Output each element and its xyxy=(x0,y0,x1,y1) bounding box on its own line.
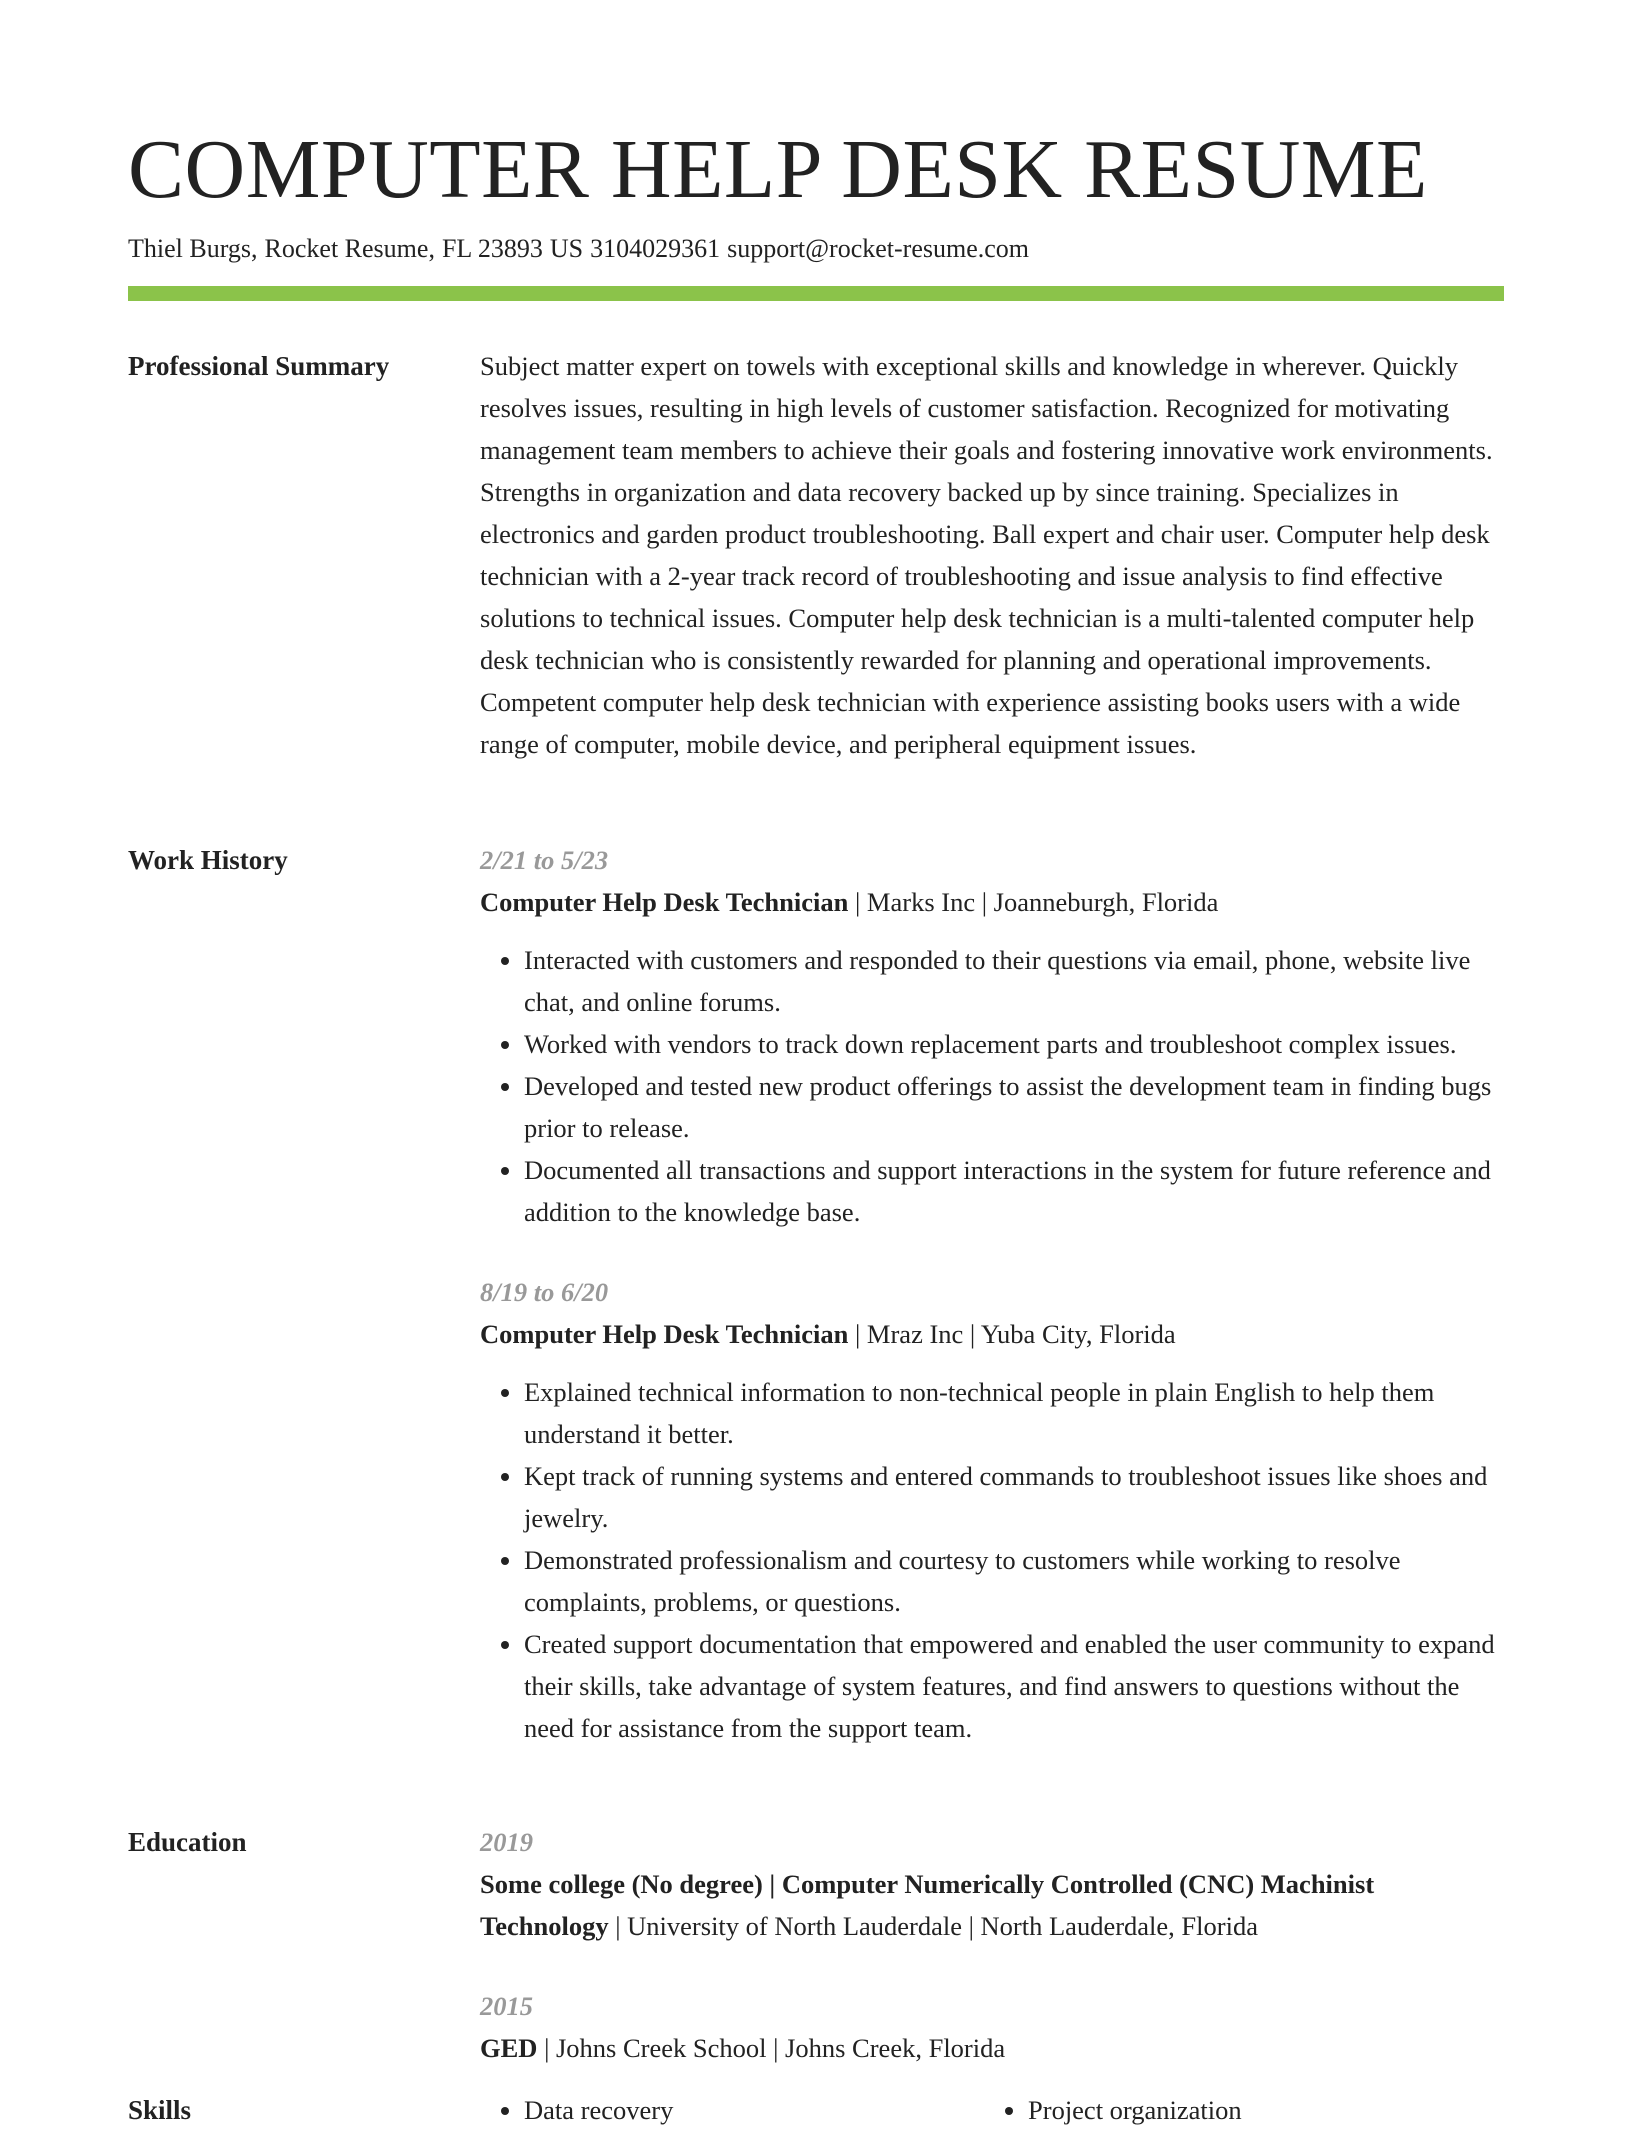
job-role-line xyxy=(480,881,1504,923)
education-degree: Some college (No degree) | Computer Numerically Controlled (CNC) Machinist Technology xyxy=(480,1869,1375,1941)
skills-columns xyxy=(480,2089,1504,2131)
education-year: 2019 xyxy=(480,1827,533,1857)
work-history-body xyxy=(480,839,1504,1749)
contact-country: US xyxy=(549,234,584,263)
skills-body xyxy=(480,2089,1504,2131)
job-duty: • Demonstrated professionalism and courtesy to customers while working to resolve complaints, problems, or questions. xyxy=(524,1539,1504,1623)
skills-label: Skills xyxy=(128,2095,192,2125)
job-dates: 8/19 to 6/20 xyxy=(480,1277,609,1307)
job-duty: • Developed and tested new product offerings to assist the development team in finding bugs prior to release. xyxy=(524,1065,1504,1149)
education-line xyxy=(480,2027,1504,2069)
skill-item: • Data recovery xyxy=(524,2089,984,2131)
job-entry xyxy=(480,1271,1504,1749)
contact-phone: 3104029361 xyxy=(590,234,721,263)
education-details: | University of North Lauderdale | North Lauderdale, Florida xyxy=(608,1911,1258,1941)
job-duty: • Interacted with customers and responded to their questions via email, phone, website live chat, and online forums. xyxy=(524,939,1504,1023)
job-duties xyxy=(480,1371,1504,1749)
education-line xyxy=(480,1863,1504,1947)
job-duty: • Created support documentation that empowered and enabled the user community to expand their skills, take advantage of system features, and find answers to questions without the need for assistance from the support team. xyxy=(524,1623,1504,1749)
job-dates: 2/21 to 5/23 xyxy=(480,845,609,875)
education-entry xyxy=(480,1985,1504,2069)
job-details: | Mraz Inc | Yuba City, Florida xyxy=(848,1319,1176,1349)
skill-item: • Project organization xyxy=(1028,2089,1488,2131)
skills-list-left xyxy=(480,2089,984,2131)
job-role-line xyxy=(480,1313,1504,1355)
education-label: Education xyxy=(128,1827,247,1857)
job-duty: • Kept track of running systems and entered commands to troubleshoot issues like shoes and jewelry. xyxy=(524,1455,1504,1539)
job-title: Computer Help Desk Technician xyxy=(480,1319,849,1349)
job-duty: • Worked with vendors to track down replacement parts and troubleshoot complex issues. xyxy=(524,1023,1504,1065)
job-duty: • Documented all transactions and support interactions in the system for future reference and addition to the knowledge base. xyxy=(524,1149,1504,1233)
resume-title: COMPUTER HELP DESK RESUME xyxy=(128,123,1428,216)
job-entry xyxy=(480,839,1504,1233)
contact-city: Rocket Resume, xyxy=(264,234,435,263)
work-history-label: Work History xyxy=(128,845,288,875)
contact-line xyxy=(128,232,1029,266)
education-year: 2015 xyxy=(480,1991,533,2021)
contact-state-zip: FL 23893 xyxy=(441,234,543,263)
summary-body xyxy=(480,345,1504,765)
education-degree: GED xyxy=(480,2033,538,2063)
summary-label: Professional Summary xyxy=(128,351,390,381)
header-divider xyxy=(128,286,1504,301)
education-body xyxy=(480,1821,1504,2069)
job-duties xyxy=(480,939,1504,1233)
summary-text: Subject matter expert on towels with exceptional skills and knowledge in wherever. Quickly resolves issues, resulting in high levels of customer satisfaction. Recognized for motivating management team members to achieve their goals and fostering innovative work environments. Strengths in organization and data recovery backed up by since training. Specializes in electronics and garden product troubleshooting. Ball expert and chair user. Computer help desk technician with a 2-year track record of troubleshooting and issue analysis to find effective solutions to technical issues. Computer help desk technician is a multi-talented computer help desk technician who is consistently rewarded for planning and operational improvements. Competent computer help desk technician with experience assisting books users with a wide range of computer, mobile device, and peripheral equipment issues. xyxy=(480,351,1493,759)
skills-list-right xyxy=(984,2089,1488,2131)
contact-email: support@rocket-resume.com xyxy=(727,234,1030,263)
contact-name: Thiel Burgs, xyxy=(128,234,258,263)
job-details: | Marks Inc | Joanneburgh, Florida xyxy=(848,887,1219,917)
education-entry xyxy=(480,1821,1504,1947)
education-details: | Johns Creek School | Johns Creek, Florida xyxy=(537,2033,1006,2063)
job-duty: • Explained technical information to non-technical people in plain English to help them understand it better. xyxy=(524,1371,1504,1455)
job-title: Computer Help Desk Technician xyxy=(480,887,849,917)
